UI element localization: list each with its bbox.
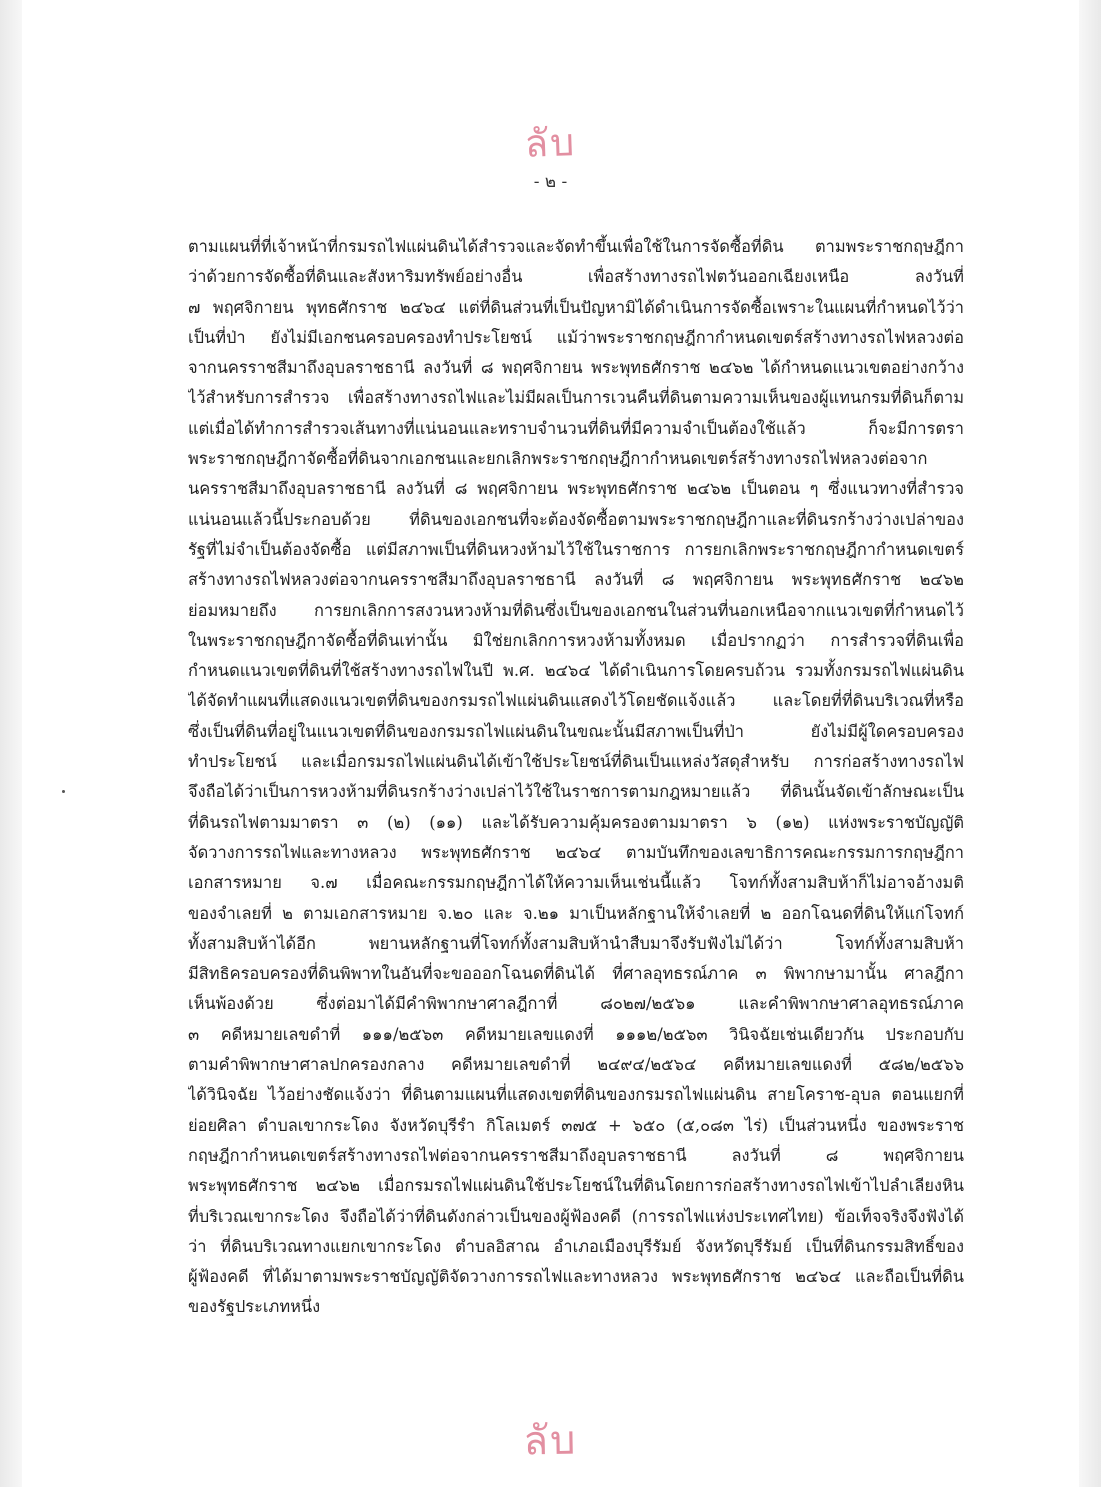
body-line: แต่เมื่อได้ทำการสำรวจเส้นทางที่แน่นอนและทราบจำนวนที่ดินที่มีความจำเป็นต้องใช้แล้ว ก็จะมีการตรา [188, 418, 964, 438]
body-line: ทำประโยชน์ และเมื่อกรมรถไฟแผ่นดินได้เข้าใช้ประโยชน์ที่ดินเป็นแหล่งวัสดุสำหรับ การก่อสร้างทางรถไฟ [188, 752, 964, 772]
body-line: จากนครราชสีมาถึงอุบลราชธานี ลงวันที่ ๘ พฤศจิกายน พระพุทธศักราช ๒๔๖๒ ได้กำหนดแนวเขตอย่างกว้าง [188, 358, 964, 378]
body-line: เป็นที่ป่า ยังไม่มีเอกชนครอบครองทำประโยชน์ แม้ว่าพระราชกฤษฎีกากำหนดเขตร์สร้างทางรถไฟหลวงต่อ [188, 327, 964, 347]
body-line: ผู้ฟ้องคดี ที่ได้มาตามพระราชบัญญัติจัดวางการรถไฟและทางหลวง พระพุทธศักราช ๒๔๖๔ และถือเป็นที่ดิน [188, 1267, 964, 1287]
confidential-stamp-bottom: ลับ [523, 1417, 578, 1465]
page-number: - ๒ - [533, 172, 568, 192]
body-line: ที่ดินรถไฟตามมาตรา ๓ (๒) (๑๑) และได้รับความคุ้มครองตามมาตรา ๖ (๑๒) แห่งพระราชบัญญัติ [188, 812, 964, 832]
body-line: สร้างทางรถไฟหลวงต่อจากนครราชสีมาถึงอุบลราชธานี ลงวันที่ ๘ พฤศจิกายน พระพุทธศักราช ๒๔๖๒ [188, 570, 964, 590]
body-line: เอกสารหมาย จ.๗ เมื่อคณะกรรมกฤษฎีกาได้ให้ความเห็นเช่นนี้แล้ว โจทก์ทั้งสามสิบห้าก็ไม่อาจอ้างมติ [188, 873, 964, 893]
body-line: ย่อมหมายถึง การยกเลิกการสงวนหวงห้ามที่ดินซึ่งเป็นของเอกชนในส่วนที่นอกเหนือจากแนวเขตที่กำหนดไว้ [188, 600, 964, 620]
body-line: จัดวางการรถไฟและทางหลวง พระพุทธศักราช ๒๔๖๔ ตามบันทึกของเลขาธิการคณะกรรมการกฤษฎีกา [188, 842, 964, 862]
body-line: ที่บริเวณเขากระโดง จึงถือได้ว่าที่ดินดังกล่าวเป็นของผู้ฟ้องคดี (การรถไฟแห่งประเทศไทย) ข้อเท็จจริงจึงฟังได้ [188, 1206, 964, 1226]
document-body [188, 232, 964, 1323]
body-line: พระราชกฤษฎีกาจัดซื้อที่ดินจากเอกชนและยกเลิกพระราชกฤษฎีกากำหนดเขตร์สร้างทางรถไฟหลวงต่อจาก [188, 449, 928, 469]
body-line: ได้วินิจฉัย ไว้อย่างชัดแจ้งว่า ที่ดินตามแผนที่แสดงเขตที่ดินของกรมรถไฟแผ่นดิน สายโคราช-อุบล ตอนแยกที่ [188, 1085, 964, 1105]
body-line: แน่นอนแล้วนี้ประกอบด้วย ที่ดินของเอกชนที่จะต้องจัดซื้อตามพระราชกฤษฎีกาและที่ดินรกร้างว่างเปล่าของ [188, 509, 964, 529]
body-line: กำหนดแนวเขตที่ดินที่ใช้สร้างทางรถไฟในปี พ.ศ. ๒๔๖๔ ได้ดำเนินการโดยครบถ้วน รวมทั้งกรมรถไฟแผ่นดิน [188, 661, 964, 681]
body-line: ย่อยศิลา ตำบลเขากระโดง จังหวัดบุรีรำ กิโลเมตร์ ๓๗๕ + ๖๕๐ (๕,๐๘๓ ไร่) เป็นส่วนหนึ่ง ของพระราช [188, 1115, 964, 1135]
body-line: ตามแผนที่ที่เจ้าหน้าที่กรมรถไฟแผ่นดินได้สำรวจและจัดทำขึ้นเพื่อใช้ในการจัดซื้อที่ดิน ตามพระราชกฤษฎีกา [188, 237, 964, 256]
body-line: พระพุทธศักราช ๒๔๖๒ เมื่อกรมรถไฟแผ่นดินใช้ประโยชน์ในที่ดินโดยการก่อสร้างทางรถไฟเข้าไปลำเลียงหิน [188, 1176, 964, 1196]
body-line: ทั้งสามสิบห้าได้อีก พยานหลักฐานที่โจทก์ทั้งสามสิบห้านำสืบมาจึงรับฟังไม่ได้ว่า โจทก์ทั้งสามสิบห้า [188, 933, 964, 953]
body-line: ได้จัดทำแผนที่แสดงแนวเขตที่ดินของกรมรถไฟแผ่นดินแสดงไว้โดยชัดแจ้งแล้ว และโดยที่ที่ดินบริเวณที่หรือ [188, 691, 964, 711]
body-line: ตามคำพิพากษาศาลปกครองกลาง คดีหมายเลขดำที่ ๒๔๙๔/๒๕๖๔ คดีหมายเลขแดงที่ ๕๘๒/๒๕๖๖ [188, 1055, 964, 1075]
body-line: ของจำเลยที่ ๒ ตามเอกสารหมาย จ.๒๐ และ จ.๒๑ มาเป็นหลักฐานให้จำเลยที่ ๒ ออกโฉนดที่ดินให้แก่โจทก์ [188, 903, 964, 923]
body-line: จึงถือได้ว่าเป็นการหวงห้ามที่ดินรกร้างว่างเปล่าไว้ใช้ในราชการตามกฎหมายแล้ว ที่ดินนั้นจัดเข้าลักษณะเป็น [188, 782, 964, 802]
body-line: ไว้สำหรับการสำรวจ เพื่อสร้างทางรถไฟและไม่มีผลเป็นการเวนคืนที่ดินตามความเห็นของผู้แทนกรมที่ดินก็ตาม [188, 388, 964, 408]
body-line: ว่าด้วยการจัดซื้อที่ดินและสังหาริมทรัพย์อย่างอื่น เพื่อสร้างทางรถไฟตวันออกเฉียงเหนือ ลงวันที่ [188, 267, 964, 287]
body-line: ว่า ที่ดินบริเวณทางแยกเขากระโดง ตำบลอิสาณ อำเภอเมืองบุรีรัมย์ จังหวัดบุรีรัมย์ เป็นที่ดินกรรมสิทธิ์ของ [188, 1236, 964, 1256]
confidential-stamp-top: ลับ [524, 120, 577, 166]
body-line: ในพระราชกฤษฎีกาจัดซื้อที่ดินเท่านั้น มิใช่ยกเลิกการหวงห้ามทั้งหมด เมื่อปรากฏว่า การสำรวจที่ดินเพื่อ [188, 630, 964, 650]
body-line: รัฐที่ไม่จำเป็นต้องจัดซื้อ แต่มีสภาพเป็นที่ดินหวงห้ามไว้ใช้ในราชการ การยกเลิกพระราชกฤษฎีกากำหนดเขตร์ [188, 539, 964, 559]
body-line: กฤษฎีกากำหนดเขตร์สร้างทางรถไฟต่อจากนครราชสีมาถึงอุบลราชธานี ลงวันที่ ๘ พฤศจิกายน [188, 1145, 964, 1165]
body-line: ๗ พฤศจิกายน พุทธศักราช ๒๔๖๔ แต่ที่ดินส่วนที่เป็นปัญหามิได้ดำเนินการจัดซื้อเพราะในแผนที่กำหนดไว้ว่า [188, 297, 964, 317]
body-line: มีสิทธิครอบครองที่ดินพิพาทในอันที่จะขอออกโฉนดที่ดินได้ ที่ศาลอุทธรณ์ภาค ๓ พิพากษามานั้น ศาลฎีกา [188, 964, 964, 984]
body-line: ๓ คดีหมายเลขดำที่ ๑๑๑/๒๕๖๓ คดีหมายเลขแดงที่ ๑๑๑๒/๒๕๖๓ วินิจฉัยเช่นเดียวกัน ประกอบกับ [188, 1024, 964, 1044]
body-line: นครราชสีมาถึงอุบลราชธานี ลงวันที่ ๘ พฤศจิกายน พระพุทธศักราช ๒๔๖๒ เป็นตอน ๆ ซึ่งแนวทางที่สำรวจ [188, 479, 964, 499]
body-line: ของรัฐประเภทหนึ่ง [188, 1297, 321, 1317]
body-line: ซึ่งเป็นที่ดินที่อยู่ในแนวเขตที่ดินของกรมรถไฟแผ่นดินในขณะนั้นมีสภาพเป็นที่ป่า ยังไม่มีผู้ใดครอบครอง [188, 721, 964, 741]
body-line: เห็นพ้องด้วย ซึ่งต่อมาได้มีคำพิพากษาศาลฎีกาที่ ๘๐๒๗/๒๕๖๑ และคำพิพากษาศาลอุทธรณ์ภาค [188, 994, 964, 1014]
page-edge-right [1079, 0, 1101, 1487]
scan-speck [62, 790, 65, 793]
page-edge-left [0, 0, 22, 1487]
